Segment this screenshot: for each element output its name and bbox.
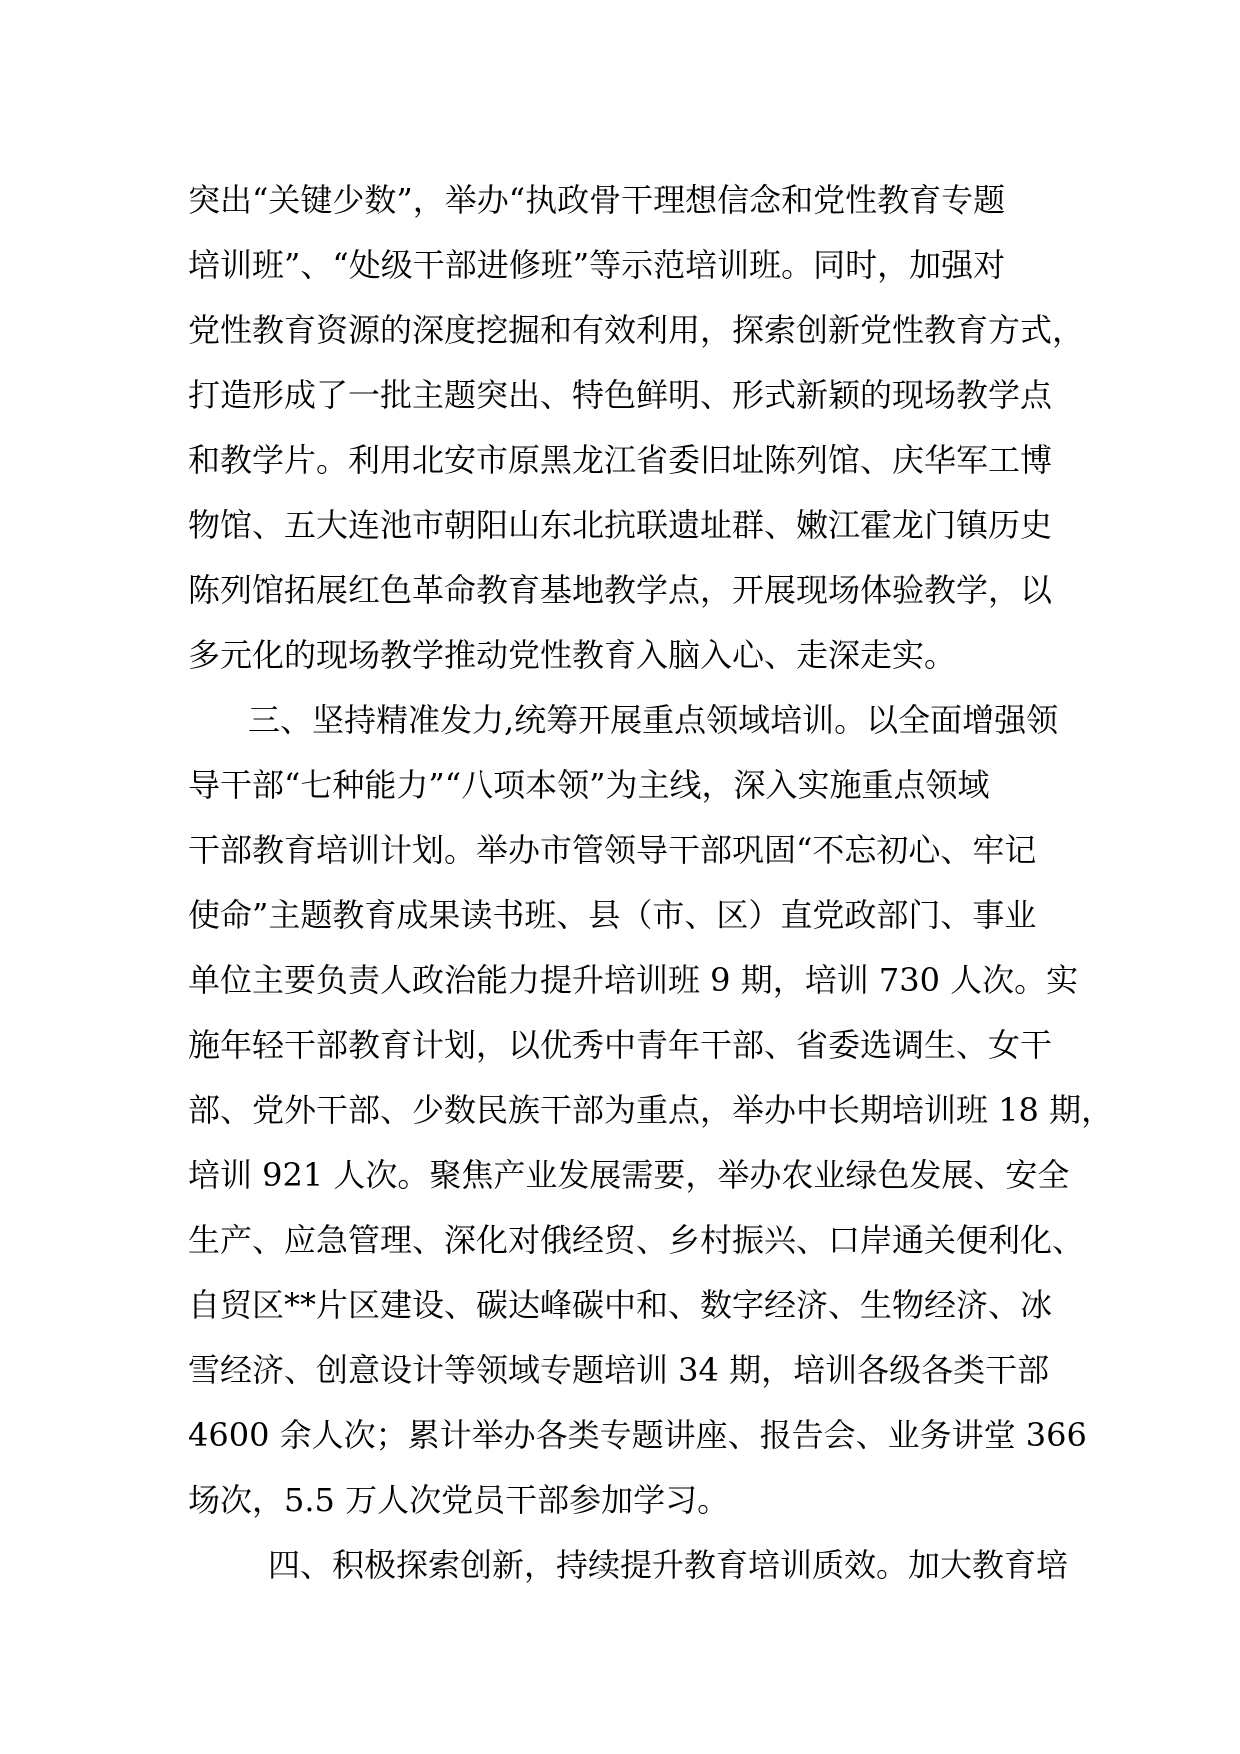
text-line: 打造形成了一批主题突出、特色鲜明、形式新颖的现场教学点 bbox=[188, 376, 1053, 414]
text-line: 导干部“七种能力”“八项本领”为主线，深入实施重点领域 bbox=[188, 766, 990, 804]
section-heading-line: 三、坚持精准发力,统筹开展重点领域培训。以全面增强领 bbox=[248, 701, 1059, 739]
text-line: 施年轻干部教育计划，以优秀中青年干部、省委选调生、女干 bbox=[188, 1026, 1053, 1064]
text-line: 4600 余人次；累计举办各类专题讲座、报告会、业务讲堂 366 bbox=[188, 1416, 1087, 1454]
section-heading-line: 四、积极探索创新，持续提升教育培训质效。加大教育培 bbox=[268, 1546, 1069, 1584]
text-line: 党性教育资源的深度挖掘和有效利用，探索创新党性教育方式， bbox=[188, 311, 1085, 349]
text-line: 场次，5.5 万人次党员干部参加学习。 bbox=[188, 1481, 730, 1519]
text-line: 陈列馆拓展红色革命教育基地教学点，开展现场体验教学，以 bbox=[188, 571, 1053, 609]
text-line: 干部教育培训计划。举办市管领导干部巩固“不忘初心、牢记 bbox=[188, 831, 1037, 869]
text-line: 物馆、五大连池市朝阳山东北抗联遗址群、嫩江霍龙门镇历史 bbox=[188, 506, 1053, 544]
text-line: 部、党外干部、少数民族干部为重点，举办中长期培训班 18 期， bbox=[188, 1091, 1114, 1129]
text-line: 突出“关键少数”，举办“执政骨干理想信念和党性教育专题 bbox=[188, 181, 1006, 219]
text-line: 使命”主题教育成果读书班、县（市、区）直党政部门、事业 bbox=[188, 896, 1037, 934]
text-line: 培训 921 人次。聚焦产业发展需要，举办农业绿色发展、安全 bbox=[188, 1156, 1070, 1194]
text-line: 生产、应急管理、深化对俄经贸、乡村振兴、口岸通关便利化、 bbox=[188, 1221, 1085, 1259]
text-line: 培训班”、“处级干部进修班”等示范培训班。同时，加强对 bbox=[188, 246, 1006, 284]
text-line: 自贸区**片区建设、碳达峰碳中和、数字经济、生物经济、冰 bbox=[188, 1286, 1053, 1324]
text-line: 雪经济、创意设计等领域专题培训 34 期，培训各级各类干部 bbox=[188, 1351, 1050, 1389]
text-line: 单位主要负责人政治能力提升培训班 9 期，培训 730 人次。实 bbox=[188, 961, 1079, 999]
text-line: 多元化的现场教学推动党性教育入脑入心、走深走实。 bbox=[188, 636, 957, 674]
body-text bbox=[188, 168, 1114, 1598]
text-line: 和教学片。利用北安市原黑龙江省委旧址陈列馆、庆华军工博 bbox=[188, 441, 1053, 479]
